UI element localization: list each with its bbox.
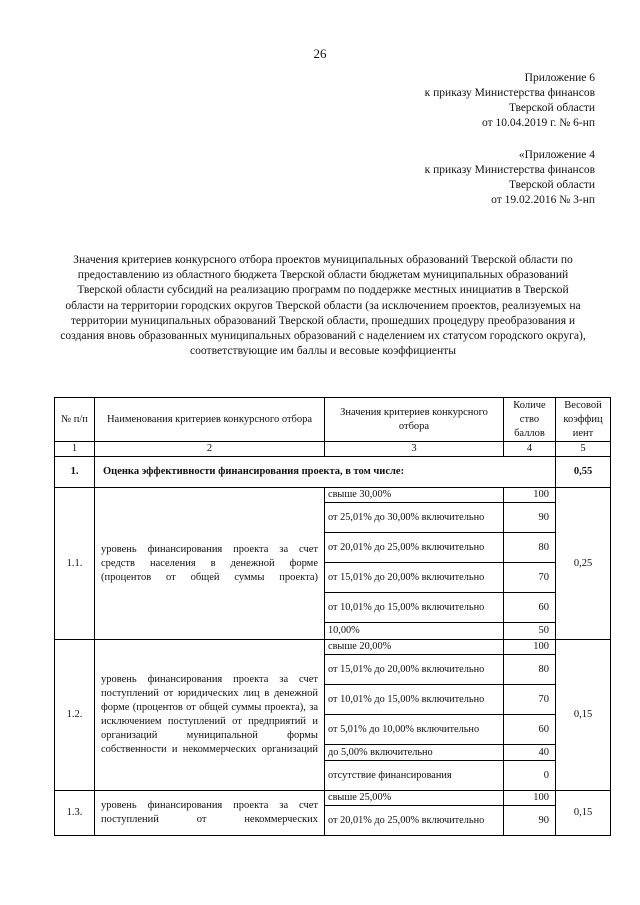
row-1-1-name: уровень финансирования проекта за счет средств населения в денежной форме (процентов от общей суммы проекта) <box>95 488 325 640</box>
document-title: Значения критериев конкурсного отбора проектов муниципальных образований Тверской области по предоставлению из областного бюджета Тверской области бюджетам муниципальных образований Тверской области субсидий на реализацию программ по поддержке местных инициатив в Тверской области на территории городских округов Тверской области (за исключением проектов, реализуемых на территории муниципальных образований Тверской области, прошедших процедуру преобразования и создания вновь образованных муниципальных образований с наделением их статусом городского округа), соответствующие им баллы и весовые коэффициенты <box>60 253 586 358</box>
appendix-current-line2: к приказу Министерства финансов <box>424 87 595 99</box>
row-1-3-name: уровень финансирования проекта за счет поступлений от некоммерческих <box>95 791 325 836</box>
table-row <box>55 640 611 655</box>
row-1-3-value-2: от 20,01% до 25,00% включительно <box>325 806 504 836</box>
row-1-3-points-2: 90 <box>504 806 556 836</box>
section-1-name: Оценка эффективности финансирования проекта, в том числе: <box>95 457 556 488</box>
row-1-1-value-2: от 25,01% до 30,00% включительно <box>325 503 504 533</box>
appendix-original-line2: к приказу Министерства финансов <box>424 164 595 176</box>
row-1-2-num: 1.2. <box>55 640 95 791</box>
header-num: № п/п <box>55 398 95 442</box>
appendix-current-header <box>425 71 595 131</box>
col-number-1: 1 <box>55 442 95 457</box>
row-1-3-weight: 0,15 <box>556 791 611 836</box>
row-1-2-points-2: 80 <box>504 655 556 685</box>
appendix-original-line4: от 19.02.2016 № 3-нп <box>491 194 595 206</box>
row-1-2-value-6: отсутствие финансирования <box>325 761 504 791</box>
section-1-row <box>55 457 611 488</box>
row-1-2-value-1: свыше 20,00% <box>325 640 504 655</box>
header-name: Наименования критериев конкурсного отбора <box>95 398 325 442</box>
row-1-2-weight: 0,15 <box>556 640 611 791</box>
row-1-1-points-5: 60 <box>504 593 556 623</box>
appendix-current-line4: от 10.04.2019 г. № 6-нп <box>481 117 595 129</box>
row-1-1-value-6: 10,00% <box>325 623 504 640</box>
appendix-original-line3: Тверской области <box>509 179 595 191</box>
appendix-original-line1: «Приложение 4 <box>518 149 595 161</box>
row-1-2-value-4: от 5,01% до 10,00% включительно <box>325 715 504 745</box>
row-1-1-value-4: от 15,01% до 20,00% включительно <box>325 563 504 593</box>
row-1-1-points-4: 70 <box>504 563 556 593</box>
row-1-1-num: 1.1. <box>55 488 95 640</box>
section-1-num: 1. <box>55 457 95 488</box>
row-1-2-name: уровень финансирования проекта за счет поступлений от юридических лиц в денежной форме (процентов от общей суммы проекта), за исключением поступлений от предприятий и организаций муниципальной формы собственности и некоммерческих организаций <box>95 640 325 791</box>
row-1-2-points-4: 60 <box>504 715 556 745</box>
row-1-2-points-6: 0 <box>504 761 556 791</box>
row-1-1-value-5: от 10,01% до 15,00% включительно <box>325 593 504 623</box>
row-1-1-points-2: 90 <box>504 503 556 533</box>
header-weight: Весовой коэффиц иент <box>556 398 611 442</box>
col-number-4: 4 <box>504 442 556 457</box>
col-number-3: 3 <box>325 442 504 457</box>
table-row <box>55 791 611 806</box>
row-1-2-points-3: 70 <box>504 685 556 715</box>
appendix-current-line1: Приложение 6 <box>524 72 595 84</box>
row-1-2-value-3: от 10,01% до 15,00% включительно <box>325 685 504 715</box>
appendix-current-line3: Тверской области <box>509 102 595 114</box>
criteria-table <box>54 397 611 836</box>
section-1-weight: 0,55 <box>556 457 611 488</box>
row-1-1-value-3: от 20,01% до 25,00% включительно <box>325 533 504 563</box>
row-1-3-points-1: 100 <box>504 791 556 806</box>
table-row <box>55 488 611 503</box>
row-1-2-value-2: от 15,01% до 20,00% включительно <box>325 655 504 685</box>
row-1-2-value-5: до 5,00% включительно <box>325 745 504 761</box>
row-1-3-value-1: свыше 25,00% <box>325 791 504 806</box>
header-row <box>55 398 611 442</box>
row-1-1-value-1: свыше 30,00% <box>325 488 504 503</box>
row-1-3-num: 1.3. <box>55 791 95 836</box>
col-number-5: 5 <box>556 442 611 457</box>
col-number-2: 2 <box>95 442 325 457</box>
row-1-1-weight: 0,25 <box>556 488 611 640</box>
row-1-1-points-6: 50 <box>504 623 556 640</box>
header-points: Количе ство баллов <box>504 398 556 442</box>
page-number: 26 <box>313 46 327 61</box>
row-1-2-points-1: 100 <box>504 640 556 655</box>
appendix-original-header <box>425 148 595 208</box>
column-numbers-row <box>55 442 611 457</box>
row-1-1-points-3: 80 <box>504 533 556 563</box>
header-values: Значения критериев конкурсного отбора <box>325 398 504 442</box>
row-1-2-points-5: 40 <box>504 745 556 761</box>
row-1-1-points-1: 100 <box>504 488 556 503</box>
